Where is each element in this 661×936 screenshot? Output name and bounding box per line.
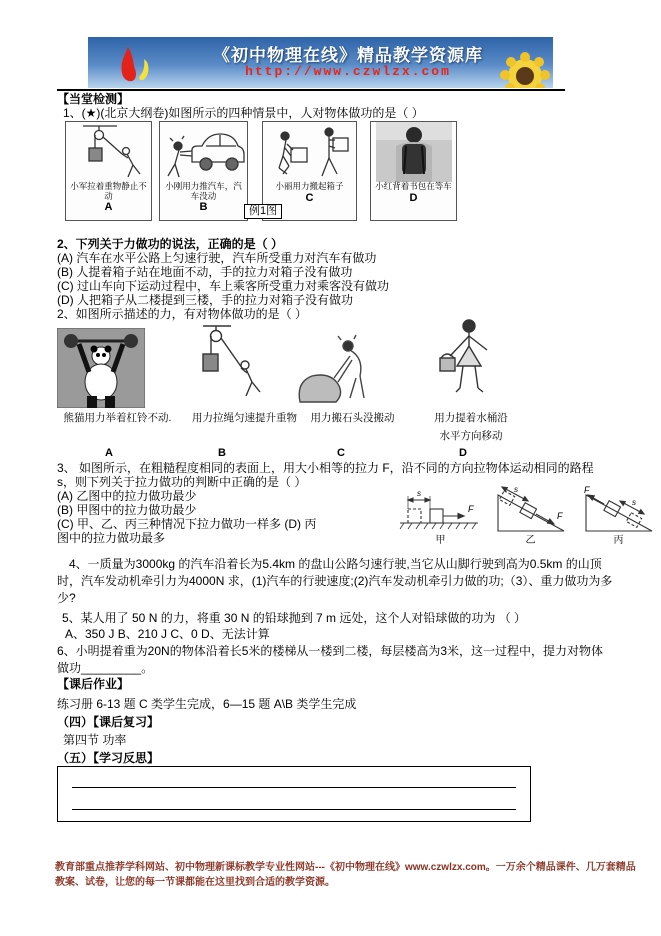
girl-with-backpack-photo-illustration bbox=[374, 122, 454, 182]
q1-letter-b: B bbox=[199, 201, 208, 213]
q3-line2: s，则下列关于拉力做功的判断中正确的是（ ） bbox=[57, 475, 307, 489]
q2b-text: 2、如图所示描述的力，有对物体做功的是（ ） bbox=[57, 307, 308, 321]
site-title: 《初中物理在线》精品教学资源库 bbox=[213, 46, 483, 65]
footer-promo-text: 教育部重点推荐学科网站、初中物理新课标教学专业性网站---《初中物理在线》www.czwlzx.com。一万余个精品课件、几万套精品教案、试卷，让您的每一节课都能在这里找到合适的教学资源。 bbox=[55, 862, 636, 888]
person-pushing-car-illustration bbox=[162, 122, 246, 182]
q1-figure-a bbox=[65, 121, 152, 221]
review-text: 第四节 功率 bbox=[63, 733, 127, 747]
q1-caption-d: 小红背着书包在等车 bbox=[375, 181, 452, 191]
q5-options: A、350 J B、210 J C、0 D、无法计算 bbox=[65, 627, 270, 641]
q3-figure-bing-label: 丙 bbox=[613, 535, 624, 546]
q4-text: 4、一质量为3000kg 的汽车沿着长为5.4km 的盘山公路匀速行驶,当它从山脚行驶到高为0.5km 的山顶时，汽车发动机牵引力为4000N 求，(1)汽车的行驶速度;(2)汽车发动机牵引力做的功;（3）、重力做功为多少? bbox=[57, 557, 613, 605]
q2a-option-d: (D) 人把箱子从二楼提到三楼，手的拉力对箱子没有做功 bbox=[57, 293, 353, 307]
distance-label: s bbox=[632, 498, 636, 507]
q2a-option-c: (C) 过山车向下运动过程中，车上乘客所受重力对乘客没有做功 bbox=[57, 279, 389, 293]
q3-figure-yi bbox=[488, 483, 573, 546]
q2a-option-a: (A) 汽车在水平公路上匀速行驶，汽车所受重力对汽车有做功 bbox=[57, 251, 377, 265]
section-homework: 【课后作业】 bbox=[57, 677, 130, 691]
q3-option-a: (A) 乙图中的拉力做功最少 bbox=[57, 489, 197, 503]
q5-text: 5、某人用了 50 N 的力，将重 30 N 的铅球抛到 7 m 远处，这个人对铅球做的功为 （ ） bbox=[62, 611, 527, 625]
homework-text: 练习册 6-13 题 C 类学生完成，6—15 题 A\B 类学生完成 bbox=[57, 697, 357, 711]
q2b-caption-a: 熊猫用力举着杠铃不动. bbox=[63, 412, 172, 424]
q2b-caption-d-line2: 水平方向移动 bbox=[439, 430, 503, 442]
q6-text: 6、小明提着重为20N的物体沿着长5米的楼梯从一楼到二楼，每层楼高为3米，这一过程中，提力对物体做功_________。 bbox=[57, 644, 604, 675]
distance-label: s bbox=[514, 485, 518, 494]
section-reflection: （五）【学习反思】 bbox=[57, 751, 160, 765]
q3-line1: 3、 如图所示，在粗糙程度相同的表面上，用大小相等的拉力 F，沿不同的方向拉物体运动相同的路程 bbox=[57, 461, 594, 475]
person-pushing-stone-illustration bbox=[288, 330, 380, 406]
answer-line-1[interactable] bbox=[72, 787, 516, 788]
distance-label: s bbox=[417, 489, 421, 498]
q1-letter-d: D bbox=[409, 191, 418, 204]
site-url[interactable]: http://www.czwlzx.com bbox=[245, 64, 451, 79]
header-divider bbox=[57, 89, 565, 91]
q2b-letter-b: B bbox=[218, 447, 226, 459]
q1-caption-b: 小刚用力推汽车，汽车没动 bbox=[165, 181, 242, 201]
q1-figure-title: 例1图 bbox=[244, 204, 282, 219]
q2b-letter-a: A bbox=[105, 447, 113, 459]
block-flat-pull-diagram bbox=[398, 483, 483, 535]
q2b-letter-d: D bbox=[459, 447, 467, 459]
girl-carrying-bucket-illustration bbox=[425, 316, 505, 408]
q2b-letter-c: C bbox=[337, 447, 345, 459]
reflection-answer-box[interactable] bbox=[57, 766, 531, 822]
q3-figure-bing bbox=[576, 483, 661, 546]
site-banner bbox=[88, 37, 553, 88]
answer-line-2[interactable] bbox=[72, 809, 516, 810]
section-review: （四）【课后复习】 bbox=[57, 715, 160, 729]
q1-caption-a: 小军拉着重物静止不动 bbox=[70, 181, 147, 201]
q3-figure-yi-label: 乙 bbox=[525, 535, 536, 546]
q3-figure-jia bbox=[398, 483, 483, 546]
force-label: F bbox=[557, 511, 563, 521]
section-classroom-test: 【当堂检测】 bbox=[57, 92, 130, 106]
q3-option-cd: (C) 甲、乙、丙三种情况下拉力做功一样多 (D) 丙 bbox=[57, 517, 317, 531]
q1-letter-c: C bbox=[305, 191, 314, 204]
q1-figure-b bbox=[159, 121, 248, 221]
q1-letter-a: A bbox=[104, 201, 113, 213]
q2a-option-b: (B) 人提着箱子站在地面不动，手的拉力对箱子没有做功 bbox=[57, 265, 353, 279]
force-label: F bbox=[468, 504, 474, 514]
q3-option-b: (B) 甲图中的拉力做功最少 bbox=[57, 503, 197, 517]
flame-logo-icon bbox=[114, 45, 158, 85]
block-incline-pull-down-diagram bbox=[488, 483, 573, 535]
q2a-text: 2、下列关于力做功的说法，正确的是（ ） bbox=[57, 237, 284, 251]
q1-caption-c: 小丽用力搬起箱子 bbox=[275, 181, 344, 191]
q1-figure-d bbox=[370, 121, 457, 221]
q2b-caption-d-line1: 用力提着水桶沿 bbox=[434, 412, 508, 424]
q1-text: 1、(★)(北京大纲卷)如图所示的四种情景中，人对物体做功的是（ ） bbox=[63, 106, 424, 120]
q2b-caption-c: 用力搬石头没搬动 bbox=[310, 412, 395, 424]
q2b-caption-b: 用力拉绳匀速提升重物 bbox=[192, 412, 297, 424]
people-lifting-boxes-illustration bbox=[265, 122, 355, 182]
sunflower-icon bbox=[491, 48, 553, 88]
force-label: F bbox=[584, 485, 590, 495]
q3-figure-jia-label: 甲 bbox=[435, 535, 446, 546]
panda-barbell-illustration bbox=[57, 328, 145, 408]
rope-pulley-lift-illustration bbox=[185, 322, 265, 408]
block-incline-pull-up-diagram bbox=[576, 483, 661, 535]
pulley-weight-person-illustration bbox=[69, 122, 149, 182]
q3-option-d-cont: 图中的拉力做功最多 bbox=[57, 531, 166, 545]
